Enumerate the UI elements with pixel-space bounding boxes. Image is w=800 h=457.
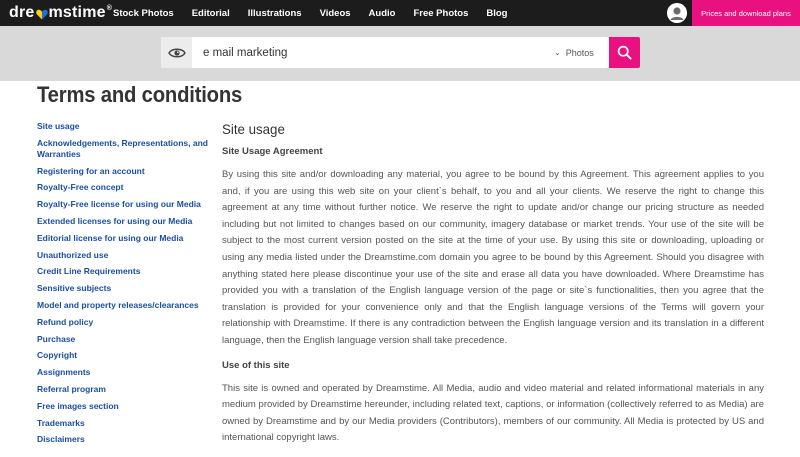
sidebar-item-unauthorized-use[interactable]: Unauthorized use	[37, 249, 109, 260]
sidebar-item-royalty-free-concept[interactable]: Royalty-Free concept	[37, 182, 124, 193]
sidebar-item-copyright[interactable]: Copyright	[37, 350, 78, 361]
registered-mark: ®	[106, 4, 113, 12]
sidebar-item-trademarks[interactable]: Trademarks	[37, 417, 85, 428]
subheading-use-of-this-site: Use of this site	[222, 359, 290, 371]
nav-illustrations[interactable]: Illustrations	[247, 7, 302, 19]
search-box	[161, 37, 609, 68]
sidebar-item-free-images[interactable]: Free images section	[37, 400, 119, 411]
sidebar-item-referral-program[interactable]: Referral program	[37, 383, 106, 394]
media-type-select[interactable]	[554, 37, 602, 68]
section-title: Site usage	[222, 121, 285, 137]
sidebar-item-disclaimers[interactable]: Disclaimers	[37, 434, 85, 445]
search-button[interactable]	[609, 37, 640, 68]
search-strip	[0, 26, 800, 81]
sidebar-item-sensitive-subjects[interactable]: Sensitive subjects	[37, 283, 112, 294]
logo-text-right: mstime	[48, 4, 106, 21]
sidebar-item-registering[interactable]: Registering for an account	[37, 165, 145, 176]
sidebar-item-assignments[interactable]: Assignments	[37, 367, 91, 378]
nav-editorial[interactable]: Editorial	[191, 7, 230, 19]
media-type-selected: Photos	[565, 47, 594, 58]
sidebar-nav	[37, 121, 217, 451]
prices-and-plans-button[interactable]: Prices and download plans	[692, 0, 800, 26]
sidebar-item-royalty-free-license[interactable]: Royalty-Free license for using our Media	[37, 199, 201, 210]
main-nav	[104, 0, 516, 26]
sidebar-item-extended-licenses[interactable]: Extended licenses for using our Media	[37, 215, 193, 226]
user-avatar-icon[interactable]	[667, 3, 687, 23]
nav-audio[interactable]: Audio	[368, 7, 396, 19]
subheading-site-usage-agreement: Site Usage Agreement	[222, 146, 323, 157]
sidebar-item-refund-policy[interactable]: Refund policy	[37, 316, 94, 327]
sidebar-item-acknowledgements[interactable]: Acknowledgements, Representations, and Warranties	[37, 137, 208, 159]
chevron-down-icon: ⌄	[554, 48, 561, 57]
sidebar-item-site-usage[interactable]: Site usage	[37, 121, 80, 131]
sidebar-item-model-property-releases[interactable]: Model and property releases/clearances	[37, 299, 199, 310]
sidebar-item-editorial-license[interactable]: Editorial license for using our Media	[37, 232, 184, 243]
nav-free-photos[interactable]: Free Photos	[413, 7, 469, 19]
nav-stock-photos[interactable]: Stock Photos	[113, 7, 174, 19]
search-input[interactable]	[203, 43, 533, 62]
main-content	[222, 121, 764, 457]
top-navigation-bar	[0, 0, 800, 26]
dreamstime-logo[interactable]	[9, 4, 112, 22]
nav-blog[interactable]: Blog	[486, 7, 508, 19]
logo-text-left: dre	[9, 4, 35, 21]
paragraph-use-of-this-site: This site is owned and operated by Dreamstime. All Media, audio and video material and related informational materials in any medium provided by Dreamstime hereunder, including related text, captions, or information (collectively referred to as Media) are owned by Dreamstime and by our Media providers (Contributors), members of our community. All Media is protected by US and international copyright laws.	[222, 382, 764, 444]
search-icon	[617, 45, 632, 60]
sidebar-item-credit-line[interactable]: Credit Line Requirements	[37, 266, 141, 277]
eye-icon[interactable]	[161, 37, 192, 68]
nav-videos[interactable]: Videos	[319, 7, 351, 19]
page-title: Terms and conditions	[37, 82, 243, 107]
heart-logo-icon	[36, 7, 48, 18]
sidebar-item-purchase[interactable]: Purchase	[37, 333, 76, 344]
paragraph-site-usage-agreement: By using this site and/or downloading any material, you agree to be bound by this Agreement. This agreement applies to you and, if you are using this web site on your client`s behalf, to you and all your clients. We reserve the right to change this agreement at any time without further notice. We reserve the right to update and/or change our pricing structure as needed including but not limited to changes based on our community, imagery database or market trends. Your use of the site will be subject to the most current version posted on the site at the time of your use. By using this site or downloading, uploading or using any media listed under the Dreamstime.com domain you agree to be bound by this Agreement. Should you disagree with anything stated here please discontinue your use of the site and erase all data you have downloaded. Where Dreamstime has provided you with a translation of the English language version of the page or site`s functionalities, then you agree that the translation is provided for your convenience only and that the English language versions of the Terms will govern your relationship with Dreamstime. If there is any contradiction between the English language version and its translation in a different language, then the English language version shall take precedence.	[222, 169, 764, 346]
